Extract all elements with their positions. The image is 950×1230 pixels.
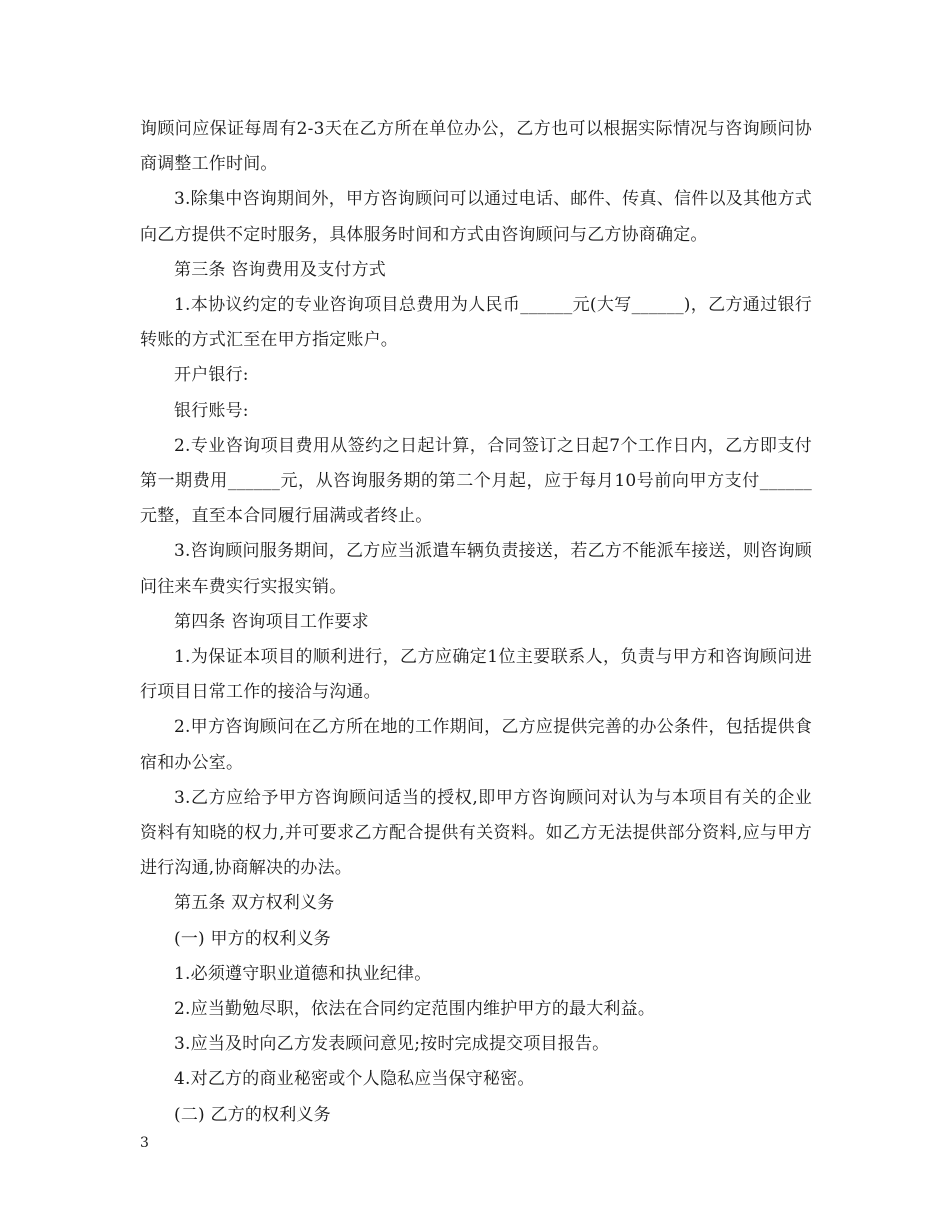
section-heading: 第三条 咨询费用及支付方式 <box>174 259 387 280</box>
paragraph: 2.应当勤勉尽职，依法在合同约定范围内维护甲方的最大利益。 <box>174 999 656 1020</box>
section-heading: 第四条 咨询项目工作要求 <box>174 611 369 632</box>
paragraph: 2.专业咨询项目费用从签约之日起计算，合同签订之日起7个工作日内，乙方即支付第一期费用______元，从咨询服务期的第二个月起，应于每月10号前向甲方支付______元整，直至本合同履行届满或者终止。 <box>140 435 812 527</box>
paragraph: 4.对乙方的商业秘密或个人隐私应当保守秘密。 <box>174 1069 535 1090</box>
paragraph: 开户银行: <box>174 365 249 386</box>
sub-heading: (二) 乙方的权利义务 <box>174 1104 331 1125</box>
paragraph: 1.为保证本项目的顺利进行，乙方应确定1位主要联系人，负责与甲方和咨询顾问进行项目日常工作的接洽与沟通。 <box>140 647 812 703</box>
paragraph: 3.乙方应给予甲方咨询顾问适当的授权,即甲方咨询顾问对认为与本项目有关的企业资料有知晓的权力,并可要求乙方配合提供有关资料。如乙方无法提供部分资料,应与甲方进行沟通,协商解决的办法。 <box>140 787 812 879</box>
page-number: 3 <box>140 1135 149 1151</box>
section-heading: 第五条 双方权利义务 <box>174 893 335 914</box>
paragraph: 银行账号: <box>174 400 249 421</box>
paragraph: 2.甲方咨询顾问在乙方所在地的工作期间，乙方应提供完善的办公条件，包括提供食宿和办公室。 <box>140 717 812 773</box>
paragraph: 1.本协议约定的专业咨询项目总费用为人民币______元(大写______)，乙方通过银行转账的方式汇至在甲方指定账户。 <box>140 295 812 351</box>
paragraph: 3.咨询顾问服务期间，乙方应当派遣车辆负责接送，若乙方不能派车接送，则咨询顾问往来车费实行实报实销。 <box>140 541 812 597</box>
paragraph: 1.必须遵守职业道德和执业纪律。 <box>174 963 432 984</box>
sub-heading: (一) 甲方的权利义务 <box>174 928 331 949</box>
paragraph: 3.除集中咨询期间外，甲方咨询顾问可以通过电话、邮件、传真、信件以及其他方式向乙方提供不定时服务，具体服务时间和方式由咨询顾问与乙方协商确定。 <box>140 189 812 245</box>
paragraph: 询顾问应保证每周有2-3天在乙方所在单位办公，乙方也可以根据实际情况与咨询顾问协商调整工作时间。 <box>140 119 812 175</box>
document-body <box>140 112 812 1133</box>
paragraph: 3.应当及时向乙方发表顾问意见;按时完成提交项目报告。 <box>174 1034 610 1055</box>
